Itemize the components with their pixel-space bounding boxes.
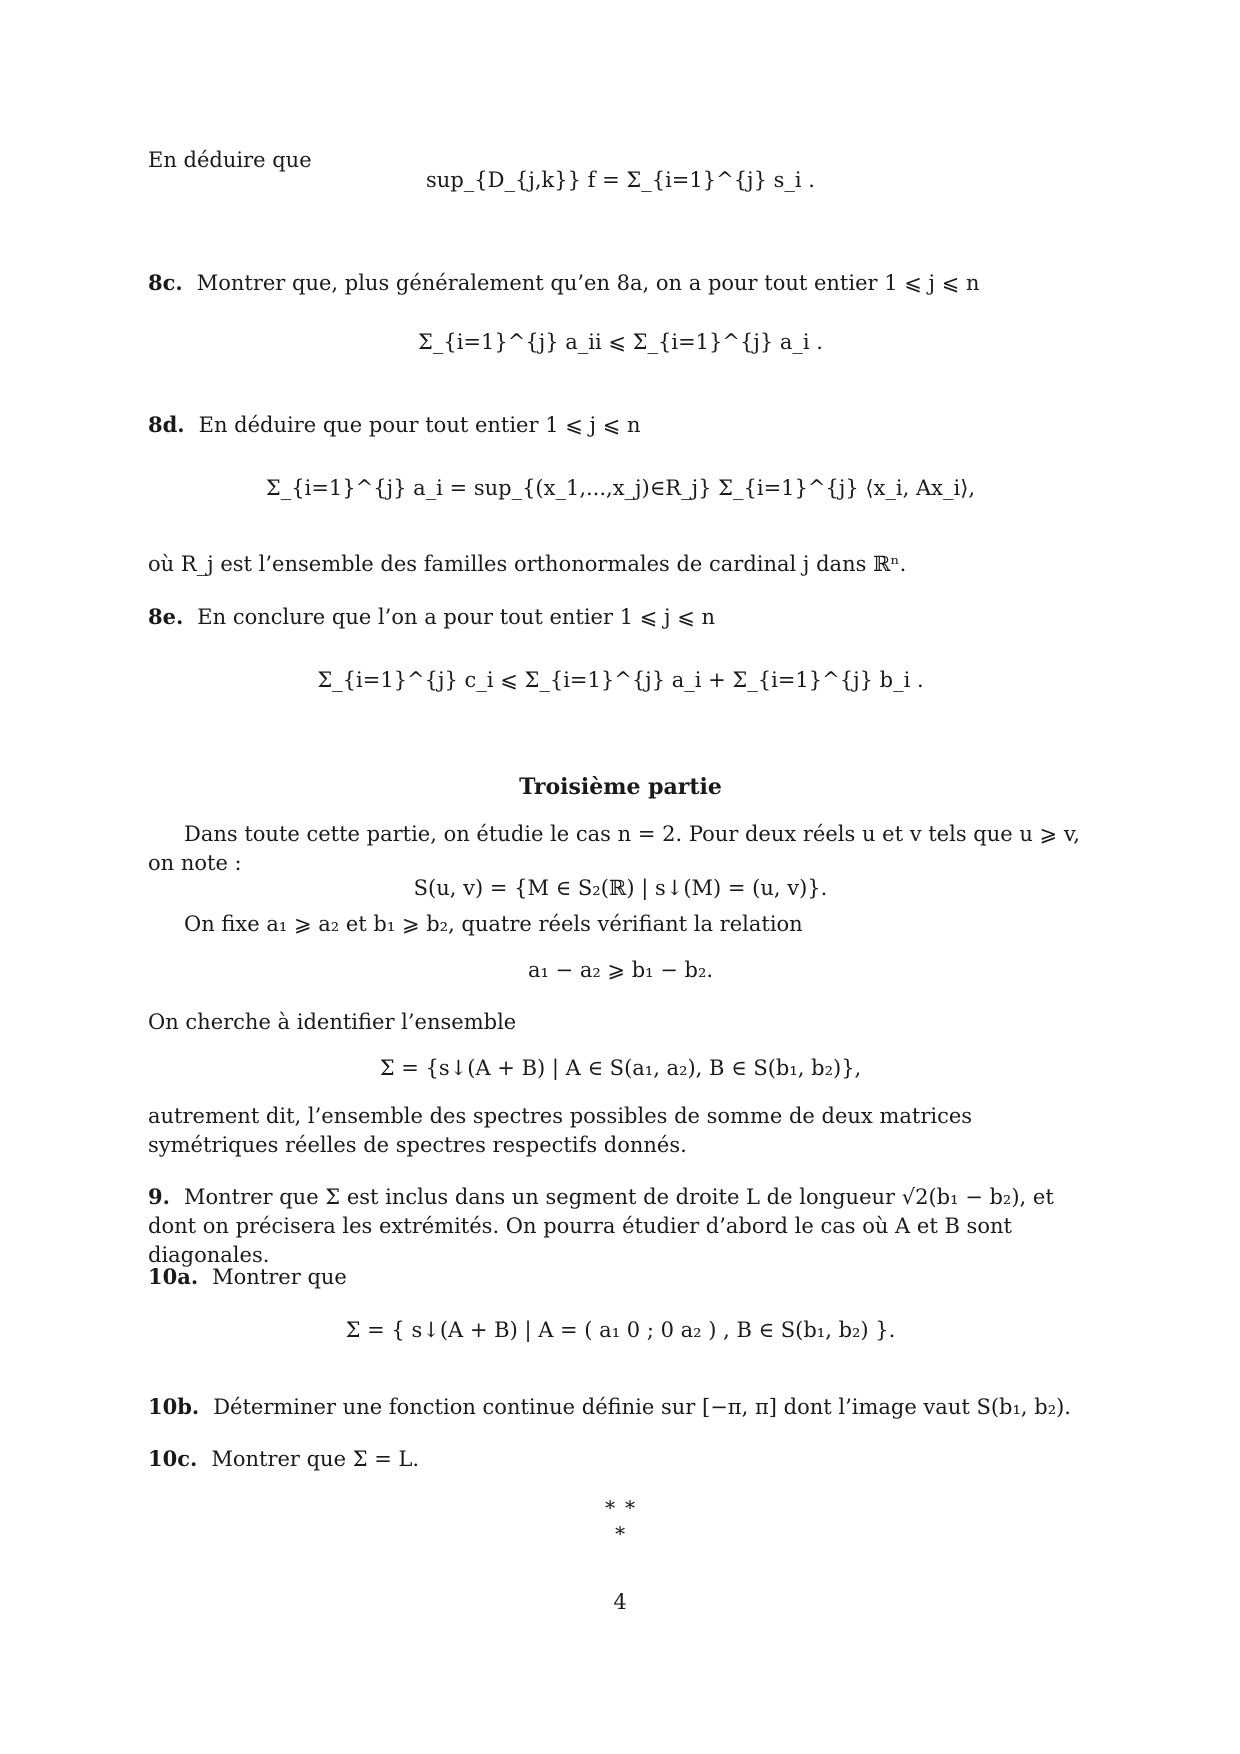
part-intro: Dans toute cette partie, on étudie le cas n = 2. Pour deux réels u et v tels que u ⩾ v, on note : — [148, 822, 1080, 875]
question-8c — [148, 268, 1093, 298]
question-10c — [148, 1444, 1093, 1474]
question-label: 8d. — [148, 412, 185, 437]
question-8d — [148, 410, 1093, 440]
section-heading: Troisième partie — [519, 774, 722, 800]
equation-10a: Σ = { s↓(A + B) | A = ( a₁ 0 ; 0 a₂ ) , B ∈ S(b₁, b₂) }. — [345, 1318, 896, 1342]
question-text: Montrer que Σ = L. — [211, 1447, 420, 1471]
fix-text: On fixe a₁ ⩾ a₂ et b₁ ⩾ b₂, quatre réels vérifiant la relation — [184, 912, 803, 936]
note-8d: où R_j est l’ensemble des familles orthonormales de cardinal j dans ℝⁿ. — [148, 552, 907, 576]
equation-8c: Σ_{i=1}^{j} a_ii ⩽ Σ_{i=1}^{j} a_i . — [418, 330, 823, 354]
question-label: 8c. — [148, 270, 183, 295]
question-text: En conclure que l’on a pour tout entier 1 ⩽ j ⩽ n — [197, 605, 715, 629]
question-text: Montrer que Σ est inclus dans un segment de droite L de longueur √2(b₁ − b₂), et dont on précisera les extrémités. On pourra étudier d’abord le cas où A et B sont diagonales. — [148, 1185, 1054, 1267]
equation-8e: Σ_{i=1}^{j} c_i ⩽ Σ_{i=1}^{j} a_i + Σ_{i=1}^{j} b_i . — [317, 668, 924, 692]
page-number: 4 — [613, 1590, 627, 1614]
stars-bottom: ∗ — [613, 1518, 627, 1542]
question-label: 10c. — [148, 1446, 198, 1471]
cherche-text: On cherche à identifier l’ensemble — [148, 1010, 517, 1034]
question-text: Montrer que — [212, 1265, 347, 1289]
question-text: Déterminer une fonction continue définie sur [−π, π] dont l’image vaut S(b₁, b₂). — [213, 1395, 1071, 1419]
equation-8d: Σ_{i=1}^{j} a_i = sup_{(x_1,...,x_j)∈R_j} Σ_{i=1}^{j} ⟨x_i, Ax_i⟩, — [265, 476, 976, 500]
stars-top: ∗ ∗ — [603, 1492, 637, 1516]
question-10a — [148, 1262, 1093, 1292]
equation-S: S(u, v) = {M ∈ S₂(ℝ) | s↓(M) = (u, v)}. — [413, 876, 828, 900]
question-label: 10b. — [148, 1394, 200, 1419]
equation-relation: a₁ − a₂ ⩾ b₁ − b₂. — [527, 958, 714, 982]
autrement-text: autrement dit, l’ensemble des spectres possibles de somme de deux matrices symétriques réelles de spectres respectifs donnés. — [148, 1104, 973, 1157]
intro-text: En déduire que — [148, 148, 312, 172]
question-label: 9. — [148, 1184, 170, 1209]
equation-sigma: Σ = {s↓(A + B) | A ∈ S(a₁, a₂), B ∈ S(b₁, b₂)}, — [379, 1056, 862, 1080]
question-label: 10a. — [148, 1264, 199, 1289]
question-label: 8e. — [148, 604, 184, 629]
question-9 — [148, 1182, 1093, 1270]
equation-sup: sup_{D_{j,k}} f = Σ_{i=1}^{j} s_i . — [426, 168, 815, 192]
question-10b — [148, 1392, 1093, 1422]
question-8e — [148, 602, 1093, 632]
question-text: Montrer que, plus généralement qu’en 8a, on a pour tout entier 1 ⩽ j ⩽ n — [196, 271, 980, 295]
question-text: En déduire que pour tout entier 1 ⩽ j ⩽ n — [198, 413, 641, 437]
